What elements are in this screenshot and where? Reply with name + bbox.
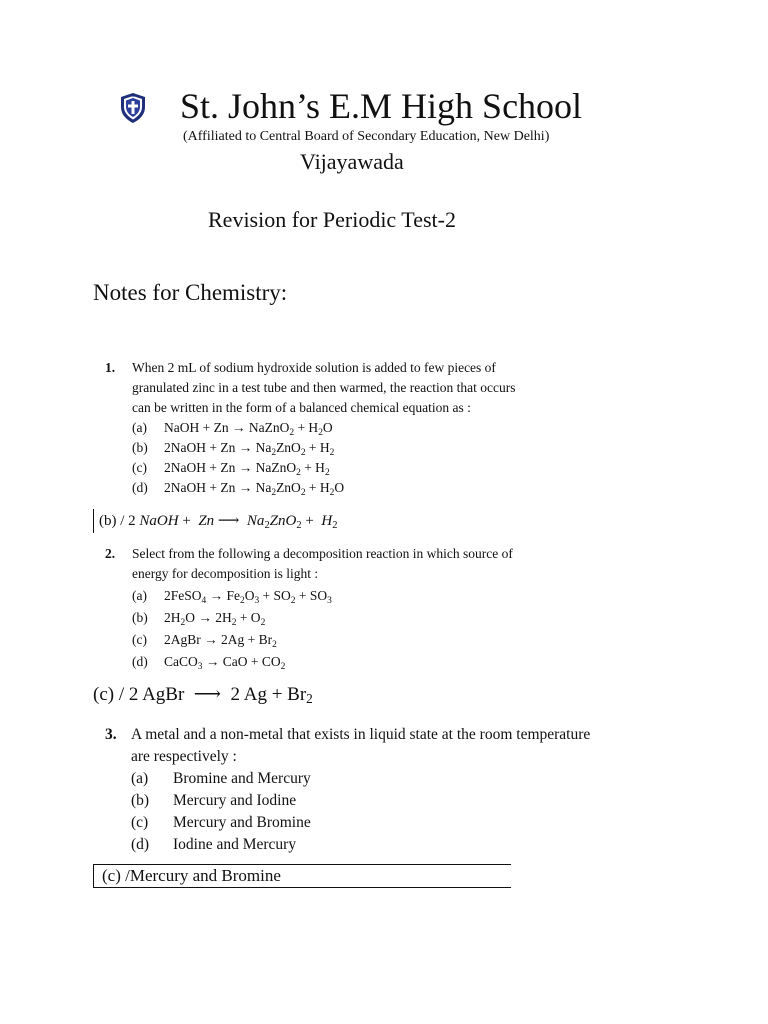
- option-text: 2NaOH + $Zn \to Na_2ZnO_2 + H_2O$: [164, 480, 345, 498]
- option-text: 2NaOH + Zn → NaZnO$_2$ + $H_2$: [164, 460, 330, 478]
- question-number: 1.: [105, 360, 116, 375]
- option-text: CaCO$_3$ → CaO + $CO_2$: [164, 654, 286, 672]
- option-a: [132, 418, 333, 438]
- question-number: 2.: [105, 546, 116, 561]
- question-line: Select from the following a decomposition reaction in which source of: [132, 546, 513, 561]
- option-d: [132, 478, 344, 498]
- option-c: [132, 458, 330, 478]
- school-crest-icon: [118, 92, 148, 124]
- option-a: [131, 768, 311, 790]
- option-b: [132, 438, 334, 458]
- option-text: $2H_2O \to 2H_2 + O_2$: [164, 610, 266, 628]
- section-heading: Notes for Chemistry:: [93, 280, 288, 305]
- answer-text: (c) /Mercury and Bromine: [102, 866, 281, 885]
- question-line: can be written in the form of a balanced chemical equation as :: [132, 400, 471, 415]
- option-b: [131, 790, 296, 812]
- option-label: (a): [131, 770, 149, 787]
- option-b: [132, 608, 265, 628]
- option-label: (c): [131, 814, 149, 831]
- option-label: (d): [132, 480, 148, 495]
- option-text: Mercury and Bromine: [173, 814, 311, 831]
- option-text: NaOH + Zn → NaZnO$_2$ + $H_2O$: [164, 420, 333, 438]
- question-line: are respectively :: [131, 748, 237, 765]
- option-label: (a): [132, 588, 147, 603]
- option-text: 2NaOH + $Zn \to Na_2ZnO_2 + H_2$: [164, 440, 335, 458]
- option-c: [131, 812, 311, 834]
- option-label: (b): [132, 440, 148, 455]
- option-text: Mercury and Iodine: [173, 792, 297, 809]
- option-d: [132, 652, 285, 672]
- option-label: (b): [132, 610, 148, 625]
- option-c: [132, 630, 277, 650]
- option-d: [131, 834, 296, 856]
- option-label: (b): [131, 792, 150, 809]
- city-name: Vijayawada: [300, 149, 404, 174]
- answer-2: (c) / 2 AgBr ⟶ 2 $Ag + Br_2$: [93, 684, 313, 706]
- school-name: St. John’s E.M High School: [180, 86, 583, 126]
- option-label: (d): [132, 654, 148, 669]
- option-text: 2FeSO$_4$ → $Fe_2O_3 + SO_2 + SO_3$: [164, 588, 332, 606]
- page-title: Revision for Periodic Test-2: [208, 207, 456, 232]
- question-line: When 2 mL of sodium hydroxide solution is added to few pieces of: [132, 360, 496, 375]
- question-line: energy for decomposition is light :: [132, 566, 319, 581]
- affiliation-line: (Affiliated to Central Board of Secondary Education, New Delhi): [183, 129, 550, 144]
- question-line: granulated zinc in a test tube and then warmed, the reaction that occurs: [132, 380, 516, 395]
- option-label: (a): [132, 420, 147, 435]
- option-text: 2AgBr → $2Ag + Br_2$: [164, 632, 277, 650]
- option-label: (d): [131, 836, 150, 853]
- option-label: (c): [132, 460, 147, 475]
- option-text: Iodine and Mercury: [173, 836, 297, 853]
- option-text: Bromine and Mercury: [173, 770, 311, 787]
- option-label: (c): [132, 632, 147, 647]
- answer-3: [93, 864, 511, 888]
- option-a: [132, 586, 332, 606]
- question-line: A metal and a non-metal that exists in liquid state at the room temperature: [131, 726, 591, 743]
- answer-1: (b) / 2 NaOH + Zn ⟶ $Na_2ZnO_2 + H_2$: [93, 509, 337, 533]
- question-number: 3.: [105, 726, 117, 743]
